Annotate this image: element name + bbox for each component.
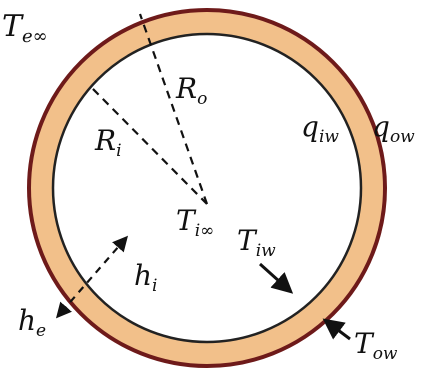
outer-wall-temp-arrow [326,321,350,339]
label-r-o: $R_o$ [176,72,208,109]
label-q-iw: $q_{iw}$ [301,110,339,147]
inner-fluid-circle [53,34,361,342]
label-t-e-inf: $T_{e\infty}$ [2,9,48,47]
label-t-i-inf: $T_{i\infty}$ [176,204,215,241]
label-q-ow: $q_{ow}$ [372,110,415,147]
label-r-i: $R_i$ [95,124,122,161]
label-h-e: $h_e$ [18,304,47,341]
label-t-ow: $T_{ow}$ [354,327,398,364]
label-t-iw: $T_{iw}$ [237,224,276,261]
label-h-i: $h_i$ [134,259,158,296]
